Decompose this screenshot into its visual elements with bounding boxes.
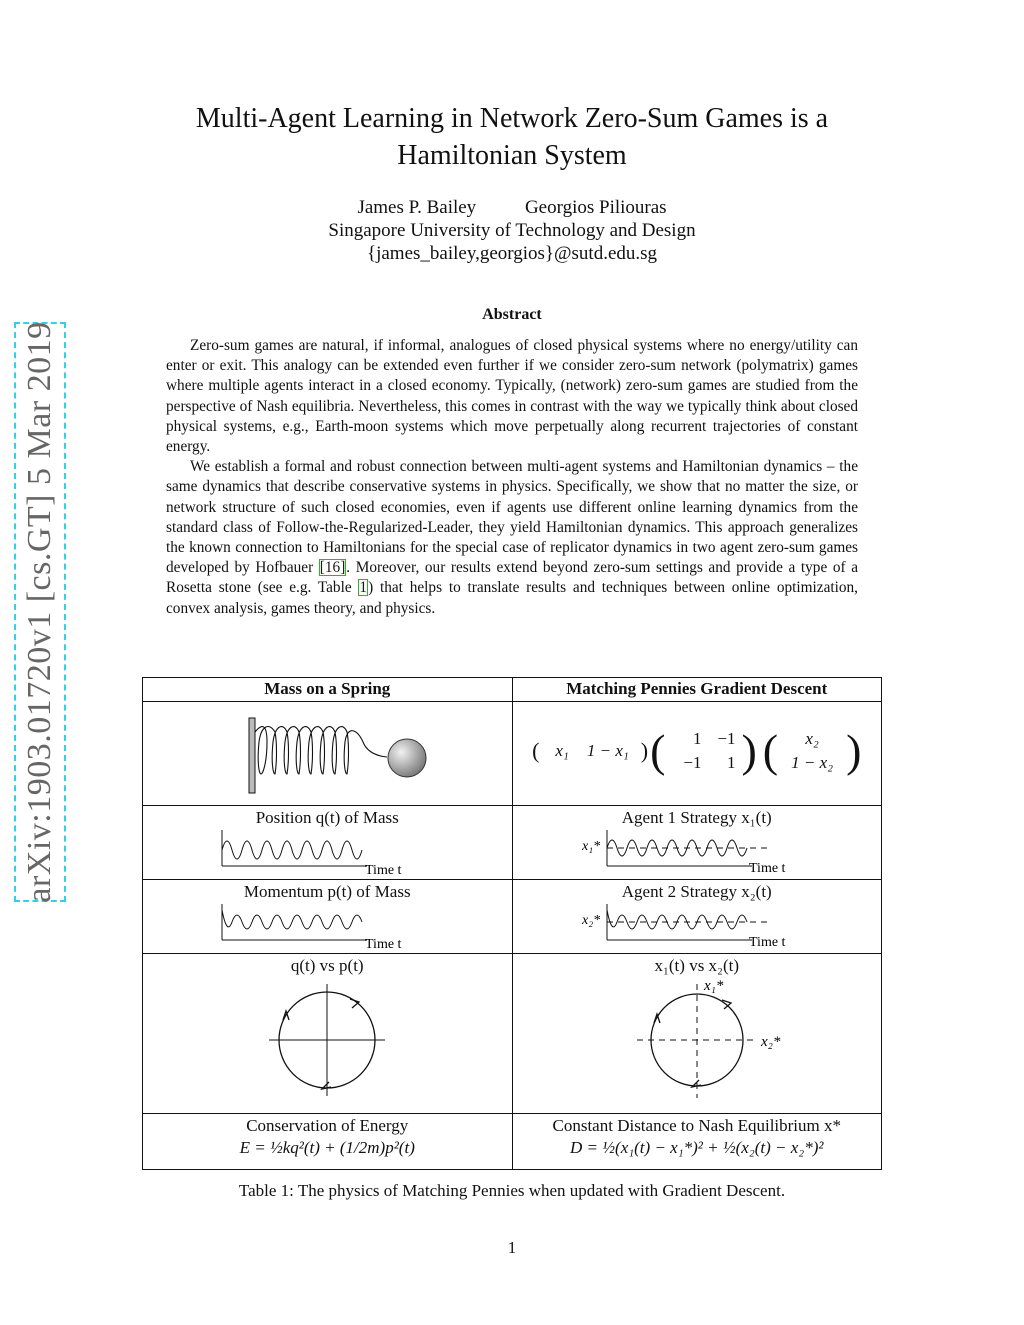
axis-x2-star: x₂*	[760, 1034, 781, 1050]
payoff-expression	[513, 702, 882, 800]
phase-left-cell	[143, 954, 513, 1114]
header-mass-spring: Mass on a Spring	[143, 678, 513, 702]
row-vector-open: (	[532, 738, 540, 763]
momentum-wave	[222, 910, 362, 929]
position-cell	[143, 806, 513, 880]
spring-coil	[255, 727, 387, 774]
row-vec-x1: x₁	[555, 741, 569, 760]
spring-diagram	[177, 702, 477, 800]
spring-cell	[143, 702, 513, 806]
matrix-a12: −1	[717, 729, 736, 748]
row-vector-close: )	[640, 738, 649, 763]
phase-left-label: q(t) vs p(t)	[290, 956, 364, 975]
matrix-a21: −1	[683, 753, 702, 772]
author-1: James P. Bailey	[357, 197, 477, 218]
title-line-2: Hamiltonian System	[397, 140, 627, 171]
distance-cell	[512, 1114, 882, 1170]
physics-table	[142, 677, 882, 1170]
time-label-1: Time t	[365, 863, 402, 874]
abstract-text-c: ) that helps to translate results and techniques between online optimization, convex analysis, games theory, and physics.	[166, 579, 858, 617]
phase-portrait-right	[567, 976, 827, 1106]
arxiv-stamp-text: arXiv:1903.01720v1 [cs.GT] 5 Mar 2019	[21, 321, 58, 903]
header-matching-pennies: Matching Pennies Gradient Descent	[512, 678, 882, 702]
matrix-open: (	[650, 725, 666, 776]
matrix-a11: 1	[692, 729, 702, 748]
distance-label: Constant Distance to Nash Equilibrium x*	[552, 1116, 841, 1135]
title-line-1: Multi-Agent Learning in Network Zero-Sum Games is a	[195, 103, 829, 134]
affiliation: Singapore University of Technology and Design	[328, 220, 696, 241]
abstract-paragraph-2	[166, 457, 858, 619]
abstract-paragraph-1: Zero-sum games are natural, if informal, analogues of closed physical systems where no energy/utility can enter or exit. This analogy can be extended even further if we consider zero-sum network (polymatrix) games where multiple agents interact in a closed economy. Typically, (network) zero-sum games are studied from the perspective of Nash equilibria. Nevertheless, this comes in contrast with the way we typically think about closed physical systems, e.g., Earth-moon systems which move perpetually along recurrent trajectories of constant energy.	[166, 337, 858, 456]
agent1-cell	[512, 806, 882, 880]
distance-formula: D = ½(x₁(t) − x₁*)² + ½(x₂(t) − x₂*)²	[570, 1138, 824, 1157]
momentum-label: Momentum p(t) of Mass	[243, 882, 411, 901]
matrix-a22: 1	[726, 753, 736, 772]
author-2: Georgios Piliouras	[524, 197, 667, 218]
matrix-cell	[512, 702, 882, 806]
x1-star-label: x₁*	[581, 839, 600, 854]
agent2-cell	[512, 880, 882, 954]
wall	[249, 718, 255, 793]
col-vector-open: (	[762, 725, 779, 776]
axis-x1-star: x₁*	[703, 978, 724, 994]
abstract-text-a: We establish a formal and robust connection between multi-agent systems and Hamiltonian dynamics – the same dynamics that describe conservative systems in physics. Specifically, we show that no matter the size, or network structure of such closed economies, even if agents use different online learning dynamics from the standard class of Follow-the-Regularized-Leader, they yield Hamiltonian dynamics. This approach generalizes the known connection to Hamiltonians for the special case of replicator dynamics in two agent zero-sum games developed by Hofbauer	[166, 458, 858, 577]
mass-ball	[388, 739, 426, 777]
col-vec-x2: x₂	[805, 729, 819, 748]
col-vector	[782, 729, 842, 773]
energy-formula: E = ½kq²(t) + (1/2m)p²(t)	[239, 1138, 415, 1157]
table-ref-link[interactable]: 1	[359, 579, 368, 597]
arxiv-stamp[interactable]	[14, 322, 66, 902]
email: {james_bailey,georgios}@sutd.edu.sg	[366, 243, 658, 264]
agent2-wave-plot	[582, 902, 812, 948]
agent1-wave-plot	[582, 828, 812, 874]
agent1-label: Agent 1 Strategy x₁(t)	[621, 808, 772, 827]
energy-label: Conservation of Energy	[246, 1116, 409, 1135]
position-label: Position q(t) of Mass	[255, 808, 399, 827]
col-vec-1-x2: 1 − x₂	[791, 753, 834, 772]
position-wave-plot	[217, 828, 437, 874]
phase-right-cell	[512, 954, 882, 1114]
agent2-wave	[607, 910, 747, 929]
phase-right-label: x₁(t) vs x₂(t)	[654, 956, 740, 975]
phase-portrait-left	[207, 976, 447, 1106]
agent1-wave	[607, 840, 747, 856]
row-vec-1-x1: 1 − x₁	[586, 741, 629, 760]
abstract-heading: Abstract	[482, 306, 542, 323]
abstract-text-b: . Moreover, our results extend beyond zero-sum settings and provide a type of a Rosetta stone (see e.g. Table	[166, 559, 859, 597]
x2-star-label: x₂*	[581, 913, 600, 928]
time-label-4: Time t	[748, 935, 786, 948]
author-block	[140, 196, 884, 265]
agent2-label: Agent 2 Strategy x₂(t)	[621, 882, 772, 901]
matrix-close: )	[741, 725, 757, 776]
momentum-cell	[143, 880, 513, 954]
energy-cell	[143, 1114, 513, 1170]
author-names	[140, 196, 884, 219]
page-number: 1	[507, 1238, 517, 1257]
time-label-3: Time t	[365, 937, 402, 948]
payoff-matrix	[667, 729, 735, 773]
momentum-wave-plot	[217, 902, 437, 948]
abstract-body	[166, 336, 858, 619]
orbit-arrow-2	[350, 999, 359, 1008]
position-wave	[222, 841, 362, 859]
col-vector-close: )	[846, 725, 862, 776]
paper-title	[140, 100, 884, 174]
citation-link[interactable]: [16]	[319, 559, 346, 577]
time-label-2: Time t	[748, 861, 786, 874]
table-caption: Table 1: The physics of Matching Pennies when updated with Gradient Descent.	[238, 1181, 786, 1200]
